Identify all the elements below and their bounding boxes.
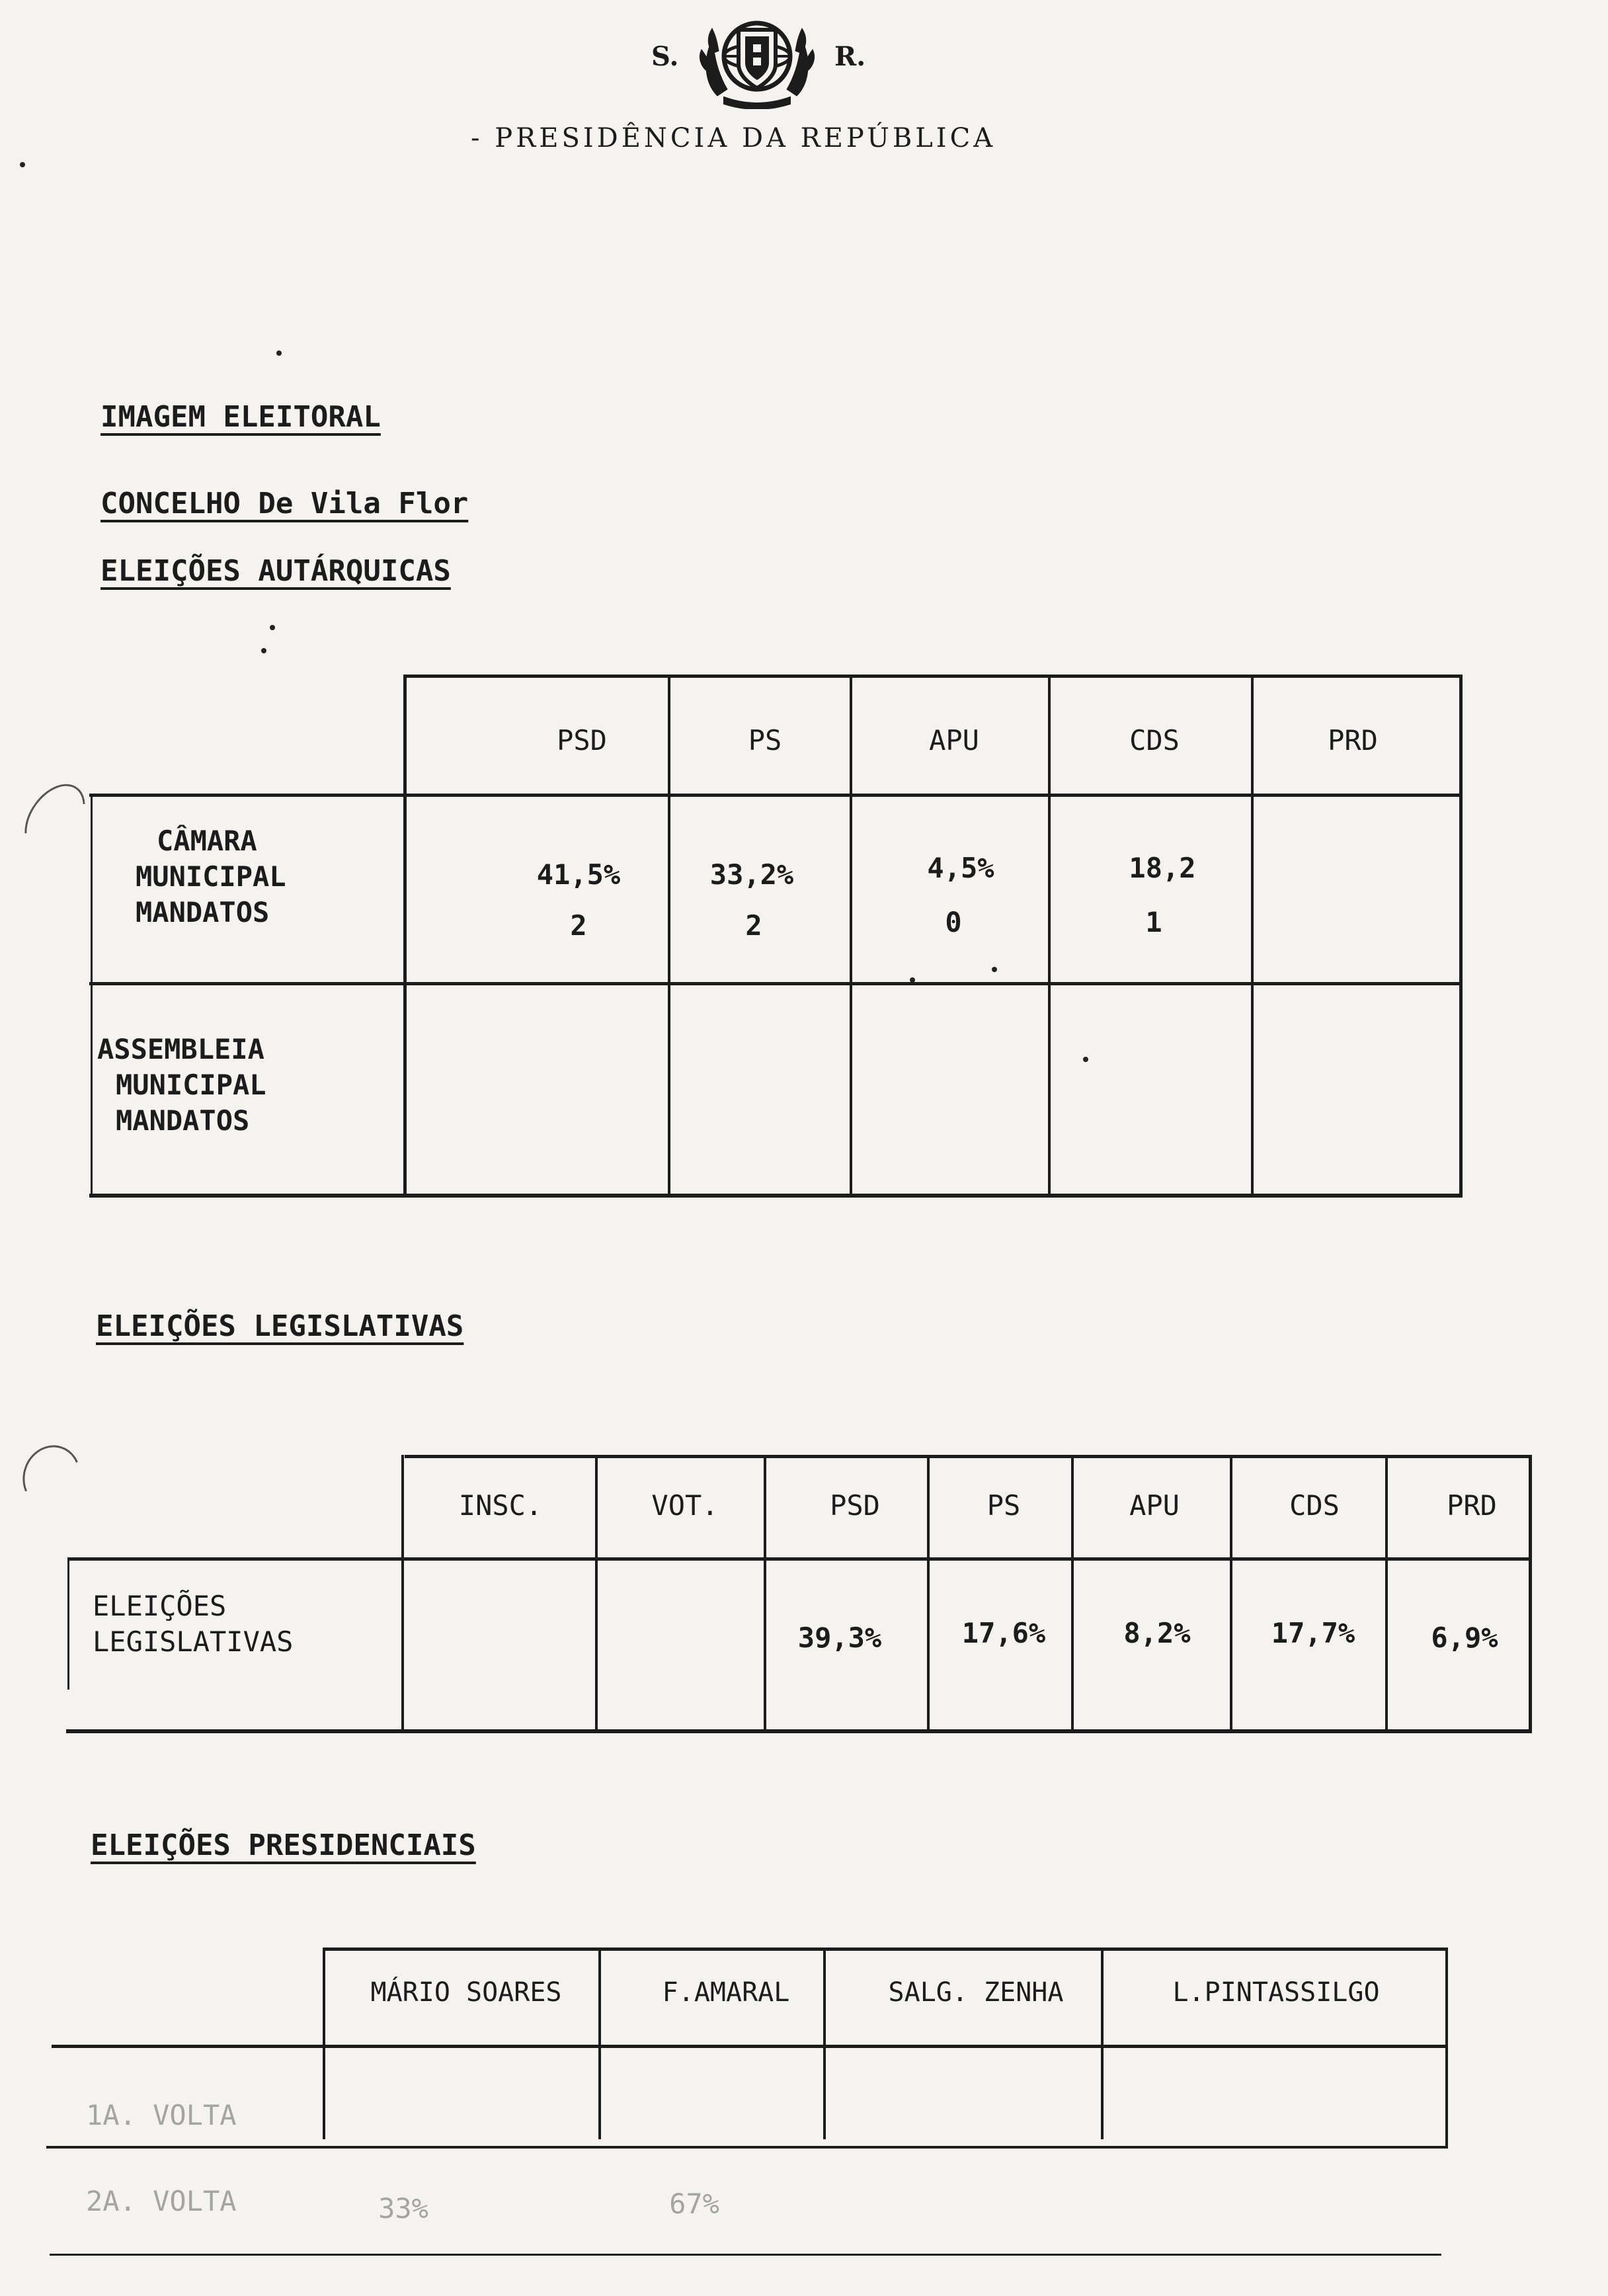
legislativas-col-cds: CDS — [1289, 1489, 1340, 1522]
autarquicas-col-ps: PS — [748, 724, 782, 757]
legislativas-col-apu: APU — [1129, 1489, 1180, 1522]
presidenciais-col-l-pintassilgo: L.PINTASSILGO — [1172, 1977, 1380, 2008]
coat-of-arms-icon — [698, 10, 817, 109]
autarquicas-row-assembleia-label — [97, 1032, 266, 1139]
presidenciais-col-f-amaral: F.AMARAL — [662, 1977, 790, 2008]
legislativas-col-prd: PRD — [1447, 1489, 1497, 1522]
label-line: LEGISLATIVAS — [93, 1625, 294, 1658]
autarquicas-col-psd: PSD — [557, 724, 607, 757]
label-line: MANDATOS — [136, 896, 270, 928]
punch-hole-mark — [13, 773, 98, 865]
autarquicas-col-cds: CDS — [1129, 724, 1180, 757]
legislativas-ps-value: 17,6% — [961, 1617, 1046, 1649]
presidenciais-row-2a-volta-label: 2A. VOLTA — [86, 2185, 237, 2217]
letterhead-left-letter: S. — [651, 41, 679, 72]
presidenciais-2a-volta-mario-soares: 33% — [378, 2192, 428, 2225]
label-line: ASSEMBLEIA — [97, 1033, 264, 1065]
label-line: MUNICIPAL — [136, 860, 286, 893]
autarquicas-camara-ps-mandatos: 2 — [745, 909, 762, 942]
autarquicas-row-camara-label — [136, 823, 286, 930]
legislativas-col-ps: PS — [986, 1489, 1021, 1522]
legislativas-row-label — [93, 1588, 293, 1660]
dust-speck — [261, 648, 266, 653]
presidenciais-row-1a-volta-label: 1A. VOLTA — [86, 2099, 237, 2131]
punch-hole-mark — [14, 1437, 89, 1516]
legislativas-heading: ELEIÇÕES LEGISLATIVAS — [96, 1309, 464, 1343]
concelho-heading: CONCELHO De Vila Flor — [100, 487, 469, 520]
letterhead-title: - PRESIDÊNCIA DA REPÚBLICA — [471, 123, 996, 153]
label-line: MANDATOS — [116, 1104, 250, 1137]
presidenciais-col-salg-zenha: SALG. ZENHA — [888, 1977, 1064, 2008]
dust-speck — [1083, 1057, 1088, 1062]
legislativas-psd-value: 39,3% — [797, 1621, 882, 1654]
dust-speck — [20, 162, 25, 167]
autarquicas-camara-psd-percent: 41,5% — [536, 858, 621, 891]
legislativas-col-psd: PSD — [830, 1489, 880, 1522]
presidenciais-heading: ELEIÇÕES PRESIDENCIAIS — [91, 1828, 476, 1862]
autarquicas-camara-cds-mandatos: 1 — [1145, 906, 1162, 938]
legislativas-col-insc: INSC. — [458, 1489, 543, 1522]
label-line: MUNICIPAL — [116, 1069, 266, 1101]
dust-speck — [276, 350, 282, 356]
dust-speck — [270, 625, 275, 630]
dust-speck — [992, 967, 997, 972]
autarquicas-col-apu: APU — [929, 724, 979, 757]
label-line: CÂMARA — [157, 825, 257, 857]
autarquicas-camara-cds-percent: 18,2 — [1129, 852, 1196, 884]
autarquicas-camara-psd-mandatos: 2 — [570, 909, 587, 942]
label-line: ELEIÇÕES — [93, 1590, 227, 1622]
autarquicas-col-prd: PRD — [1328, 724, 1378, 757]
legislativas-cds-value: 17,7% — [1271, 1617, 1355, 1649]
autarquicas-camara-ps-percent: 33,2% — [709, 858, 794, 891]
letterhead-right-letter: R. — [834, 41, 866, 72]
presidenciais-col-mario-soares: MÁRIO SOARES — [370, 1977, 562, 2008]
legislativas-prd-value: 6,9% — [1431, 1621, 1498, 1654]
dust-speck — [910, 977, 915, 983]
document-heading: IMAGEM ELEITORAL — [100, 400, 381, 434]
autarquicas-camara-apu-percent: 4,5% — [927, 852, 994, 884]
autarquicas-heading: ELEIÇÕES AUTÁRQUICAS — [100, 554, 451, 588]
legislativas-apu-value: 8,2% — [1123, 1617, 1191, 1649]
autarquicas-camara-apu-mandatos: 0 — [945, 906, 962, 938]
presidenciais-2a-volta-f-amaral: 67% — [669, 2188, 719, 2220]
legislativas-col-vot: VOT. — [651, 1489, 719, 1522]
